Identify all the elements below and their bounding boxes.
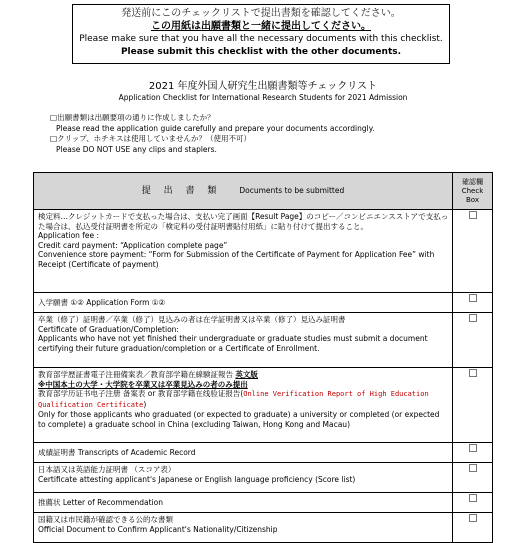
language-proficiency-jp: 日本語又は英語能力証明書 （スコア表） — [38, 465, 176, 474]
check-header-en2: Box — [465, 195, 479, 204]
fee-en-store: Convenience store payment: “Form for Submission of the Certificate of Payment for Application Fee” with Receipt (Certificate of payment) — [38, 250, 435, 269]
table-row — [34, 293, 493, 313]
documents-header — [34, 173, 453, 210]
checkbox[interactable] — [469, 514, 477, 522]
checkbox[interactable] — [469, 211, 477, 219]
table-row — [34, 313, 493, 368]
china-verification-en: Only for those applicants who graduated (or expected to graduate) a university or completed (or expected to complete) a graduate school in China (excluding Taiwan, Hong Kong and Macau) — [38, 410, 440, 429]
table-header-row — [34, 173, 493, 210]
fee-en-credit: Credit card payment: “Application complete page” — [38, 240, 228, 250]
documents-header-jp: 提 出 書 類 — [141, 185, 222, 196]
application-form-cell — [34, 293, 453, 313]
recommendation-cell — [34, 493, 453, 513]
checkbox-cell — [453, 493, 493, 513]
transcripts-cell — [34, 443, 453, 463]
checkbox[interactable] — [469, 494, 477, 502]
checkbox[interactable] — [469, 369, 477, 377]
intro-q1-jp: □出願書類は出願要項の通りに作成しましたか？ — [50, 113, 215, 122]
notice-jp-line1: 発送前にこのチェックリストで提出書類を確認してください。 — [121, 8, 401, 19]
checkbox-cell — [453, 463, 493, 493]
notice-jp-line2: この用紙は出願書類と一緒に提出してください。 — [151, 21, 371, 32]
online-verification-report-text: Online Verification Report of High Education Qualification Certificate — [38, 390, 429, 409]
check-header-en1: Check — [461, 186, 484, 195]
checkbox[interactable] — [469, 464, 477, 472]
intro-q2-jp: □クリップ、ホチキスは使用していませんか？（使用不可） — [50, 134, 252, 143]
intro-q2-en: Please DO NOT USE any clips and staplers. — [56, 144, 217, 154]
nationality-en: Official Document to Confirm Applicant's Nationality/Citizenship — [38, 524, 278, 534]
documents-header-en: Documents to be submitted — [239, 185, 345, 195]
title-jp: 2021 年度外国人研究生出願書類等チェックリスト — [148, 81, 378, 92]
table-row — [34, 513, 493, 543]
title-en: Application Checklist for International Research Students for 2021 Admission — [118, 93, 408, 102]
application-form-text: 入学願書 ①② Application Form ①② — [38, 297, 166, 307]
checkbox-cell — [453, 443, 493, 463]
checkbox-cell — [453, 313, 493, 368]
notice-en-line2: Please submit this checklist with the other documents. — [120, 47, 402, 57]
check-box-header — [453, 173, 493, 210]
graduation-en-note: Applicants who have not yet finished their undergraduate or graduate studies must submit a document certifying their future graduation/completion or a Certificate of Enrollment. — [38, 334, 428, 353]
checkbox[interactable] — [469, 444, 477, 452]
checkbox-cell — [453, 513, 493, 543]
checklist-table — [33, 172, 493, 543]
china-verification-cn-close: ) — [143, 399, 147, 409]
checkbox-cell — [453, 368, 493, 443]
checkbox[interactable] — [469, 314, 477, 322]
nationality-document-cell — [34, 513, 453, 543]
checkbox-cell — [453, 293, 493, 313]
english-version-label: 英文版 — [235, 370, 258, 379]
check-header-jp: 確認欄 — [462, 177, 483, 186]
nationality-jp: 国籍又は市民籍が確認できる公的な書類 — [38, 515, 173, 524]
checkbox-cell — [453, 210, 493, 293]
intro-instructions — [50, 113, 374, 155]
fee-jp: 検定料…クレジットカードで支払った場合は、支払い完了画面【Result Page】のコピー／コンビニエンスストアで支払った場合は、払込受付証明書を所定の「検定料の受付証明書貼付用紙」に貼り付けて提出すること。 — [38, 212, 449, 231]
table-row — [34, 463, 493, 493]
table-row — [34, 443, 493, 463]
transcripts-text: 成績証明書 Transcripts of Academic Record — [38, 447, 196, 457]
fee-en-label: Application fee : — [38, 231, 100, 240]
graduation-certificate-cell — [34, 313, 453, 368]
title-block — [0, 80, 526, 103]
graduation-jp: 卒業（修了）証明書／卒業（修了）見込みの者は在学証明書又は卒業（修了）見込み証明書 — [38, 315, 346, 324]
table-row — [34, 210, 493, 293]
intro-q1-en: Please read the application guide carefully and prepare your documents accordingly. — [56, 123, 375, 133]
application-fee-cell — [34, 210, 453, 293]
china-verification-jp-text: 教育部学歴証書電子注冊備案表／教育部学籍在線験証報告 — [38, 370, 236, 379]
table-row — [34, 368, 493, 443]
recommendation-text: 推薦状 Letter of Recommendation — [38, 497, 164, 507]
language-proficiency-cell — [34, 463, 453, 493]
china-verification-cn-text: 教育部学历证书电子注册 备案表 or 教育部学籍在线验证报告( — [38, 389, 244, 398]
checkbox[interactable] — [469, 294, 477, 302]
graduation-en-title: Certificate of Graduation/Completion: — [38, 324, 179, 334]
notice-en-line1: Please make sure that you have all the necessary documents with this checklist. — [79, 34, 443, 44]
language-proficiency-en: Certificate attesting applicant's Japanese or English language proficiency (Score list) — [38, 474, 356, 484]
notice-box — [72, 4, 450, 64]
china-verification-jp — [38, 370, 449, 380]
table-row — [34, 493, 493, 513]
china-only-note: ※中国本土の大学・大学院を卒業又は卒業見込みの者のみ提出 — [38, 379, 248, 389]
china-verification-cell — [34, 368, 453, 443]
china-verification-cn — [38, 389, 449, 410]
